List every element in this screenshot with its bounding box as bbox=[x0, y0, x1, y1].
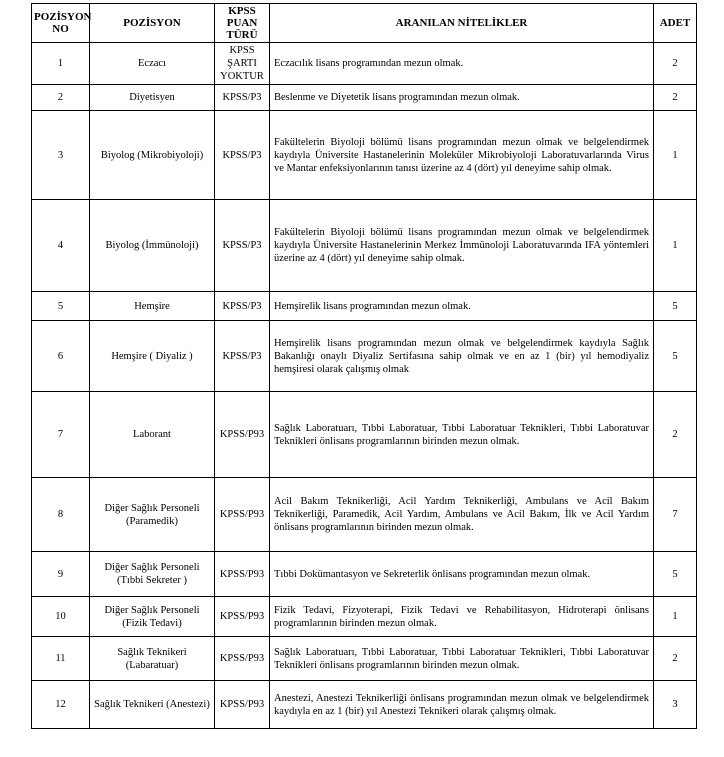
cell-kpss: KPSS/P93 bbox=[215, 552, 270, 597]
cell-kpss: KPSS/P3 bbox=[215, 111, 270, 200]
table-row bbox=[32, 292, 697, 321]
cell-position: Laborant bbox=[90, 392, 215, 478]
table-header-row bbox=[32, 4, 697, 43]
cell-no: 12 bbox=[32, 681, 90, 729]
table-row bbox=[32, 681, 697, 729]
table-row bbox=[32, 111, 697, 200]
cell-no: 4 bbox=[32, 200, 90, 292]
cell-position: Diğer Sağlık Personeli (Fizik Tedavi) bbox=[90, 597, 215, 637]
cell-count: 7 bbox=[654, 478, 697, 552]
positions-table bbox=[31, 3, 697, 729]
header-position: POZİSYON bbox=[90, 4, 215, 43]
cell-kpss: KPSS/P93 bbox=[215, 637, 270, 681]
cell-requirements: Hemşirelik lisans programından mezun olmak ve belgelendirmek kaydıyla Sağlık Bakanlığı onaylı Diyaliz Sertifasına sahip olmak ve en az 1 (bir) yıl hemodiyaliz hemşiresi olarak çalışmış olmak bbox=[270, 321, 654, 392]
cell-count: 5 bbox=[654, 292, 697, 321]
cell-no: 3 bbox=[32, 111, 90, 200]
cell-no: 7 bbox=[32, 392, 90, 478]
table-row bbox=[32, 597, 697, 637]
cell-count: 2 bbox=[654, 392, 697, 478]
cell-no: 2 bbox=[32, 85, 90, 111]
cell-position: Diğer Sağlık Personeli (Paramedik) bbox=[90, 478, 215, 552]
header-position-no: POZİSYON NO bbox=[32, 4, 90, 43]
cell-count: 2 bbox=[654, 85, 697, 111]
cell-count: 1 bbox=[654, 200, 697, 292]
cell-requirements: Sağlık Laboratuarı, Tıbbi Laboratuar, Tıbbi Laboratuar Teknikleri, Tıbbi Laboratuvar Teknikleri önlisans programlarının birinden mezun olmak. bbox=[270, 637, 654, 681]
cell-no: 5 bbox=[32, 292, 90, 321]
cell-no: 1 bbox=[32, 43, 90, 85]
cell-requirements: Fakültelerin Biyoloji bölümü lisans programından mezun olmak ve belgelendirmek kaydıyla Üniversite Hastanelerinin Merkez İmmünoloji Laboratuvarında IFA yöntemleri üzerine az 4 (dört) yıl deneyime sahip olmak. bbox=[270, 200, 654, 292]
cell-no: 6 bbox=[32, 321, 90, 392]
cell-kpss: KPSS/P93 bbox=[215, 597, 270, 637]
cell-count: 3 bbox=[654, 681, 697, 729]
cell-count: 5 bbox=[654, 321, 697, 392]
cell-kpss: KPSS/P3 bbox=[215, 200, 270, 292]
table-row bbox=[32, 200, 697, 292]
cell-position: Diğer Sağlık Personeli (Tıbbi Sekreter ) bbox=[90, 552, 215, 597]
cell-kpss: KPSS/P3 bbox=[215, 85, 270, 111]
cell-requirements: Beslenme ve Diyetetik lisans programından mezun olmak. bbox=[270, 85, 654, 111]
cell-no: 9 bbox=[32, 552, 90, 597]
cell-no: 10 bbox=[32, 597, 90, 637]
cell-kpss: KPSS/P93 bbox=[215, 392, 270, 478]
cell-count: 2 bbox=[654, 43, 697, 85]
cell-position: Biyolog (İmmünoloji) bbox=[90, 200, 215, 292]
cell-no: 11 bbox=[32, 637, 90, 681]
cell-position: Sağlık Teknikeri (Labaratuar) bbox=[90, 637, 215, 681]
cell-requirements: Fizik Tedavi, Fizyoterapi, Fizik Tedavi ve Rehabilitasyon, Hidroterapi önlisans programlarının birinden mezun olmak. bbox=[270, 597, 654, 637]
cell-requirements: Anestezi, Anestezi Teknikerliği önlisans programından mezun olmak ve belgelendirmek kaydıyla en az 1 (bir) yıl Anestezi Teknikeri olarak çalışmış olmak. bbox=[270, 681, 654, 729]
table-row bbox=[32, 321, 697, 392]
cell-requirements: Tıbbi Dokümantasyon ve Sekreterlik önlisans programından mezun olmak. bbox=[270, 552, 654, 597]
cell-position: Sağlık Teknikeri (Anestezi) bbox=[90, 681, 215, 729]
cell-requirements: Fakültelerin Biyoloji bölümü lisans programından mezun olmak ve belgelendirmek kaydıyla Üniversite Hastanelerinin Moleküler Mikrobiyoloji Laboratuvarlarında Virus ve Mantar enfeksiyonlarının tanısı üzerine az 4 (dört) yıl deneyime sahip olmak. bbox=[270, 111, 654, 200]
cell-kpss: KPSS/P93 bbox=[215, 681, 270, 729]
cell-position: Eczacı bbox=[90, 43, 215, 85]
table-row bbox=[32, 552, 697, 597]
cell-position: Hemşire bbox=[90, 292, 215, 321]
cell-kpss: KPSS/P3 bbox=[215, 292, 270, 321]
cell-count: 1 bbox=[654, 597, 697, 637]
table-row bbox=[32, 43, 697, 85]
table-row bbox=[32, 392, 697, 478]
cell-position: Diyetisyen bbox=[90, 85, 215, 111]
cell-kpss: KPSS/P3 bbox=[215, 321, 270, 392]
table-row bbox=[32, 637, 697, 681]
cell-requirements: Acil Bakım Teknikerliği, Acil Yardım Teknikerliği, Ambulans ve Acil Bakım Teknikerliği, Paramedik, Acil Yardım, Ambulans ve Acil Bakım, İlk ve Acil Yardım önlisans programlarının birinden mezun olmak. bbox=[270, 478, 654, 552]
positions-table-container bbox=[31, 3, 697, 729]
table-row bbox=[32, 478, 697, 552]
table-row bbox=[32, 85, 697, 111]
header-count: ADET bbox=[654, 4, 697, 43]
cell-kpss: KPSS/P93 bbox=[215, 478, 270, 552]
cell-requirements: Sağlık Laboratuarı, Tıbbi Laboratuar, Tıbbi Laboratuar Teknikleri, Tıbbi Laboratuvar Teknikleri önlisans programlarının birinden mezun olmak. bbox=[270, 392, 654, 478]
cell-requirements: Eczacılık lisans programından mezun olmak. bbox=[270, 43, 654, 85]
cell-kpss: KPSS ŞARTI YOKTUR bbox=[215, 43, 270, 85]
cell-position: Biyolog (Mikrobiyoloji) bbox=[90, 111, 215, 200]
cell-count: 1 bbox=[654, 111, 697, 200]
cell-count: 5 bbox=[654, 552, 697, 597]
header-kpss-type: KPSS PUAN TÜRÜ bbox=[215, 4, 270, 43]
cell-position: Hemşire ( Diyaliz ) bbox=[90, 321, 215, 392]
cell-no: 8 bbox=[32, 478, 90, 552]
cell-requirements: Hemşirelik lisans programından mezun olmak. bbox=[270, 292, 654, 321]
cell-count: 2 bbox=[654, 637, 697, 681]
header-requirements: ARANILAN NİTELİKLER bbox=[270, 4, 654, 43]
